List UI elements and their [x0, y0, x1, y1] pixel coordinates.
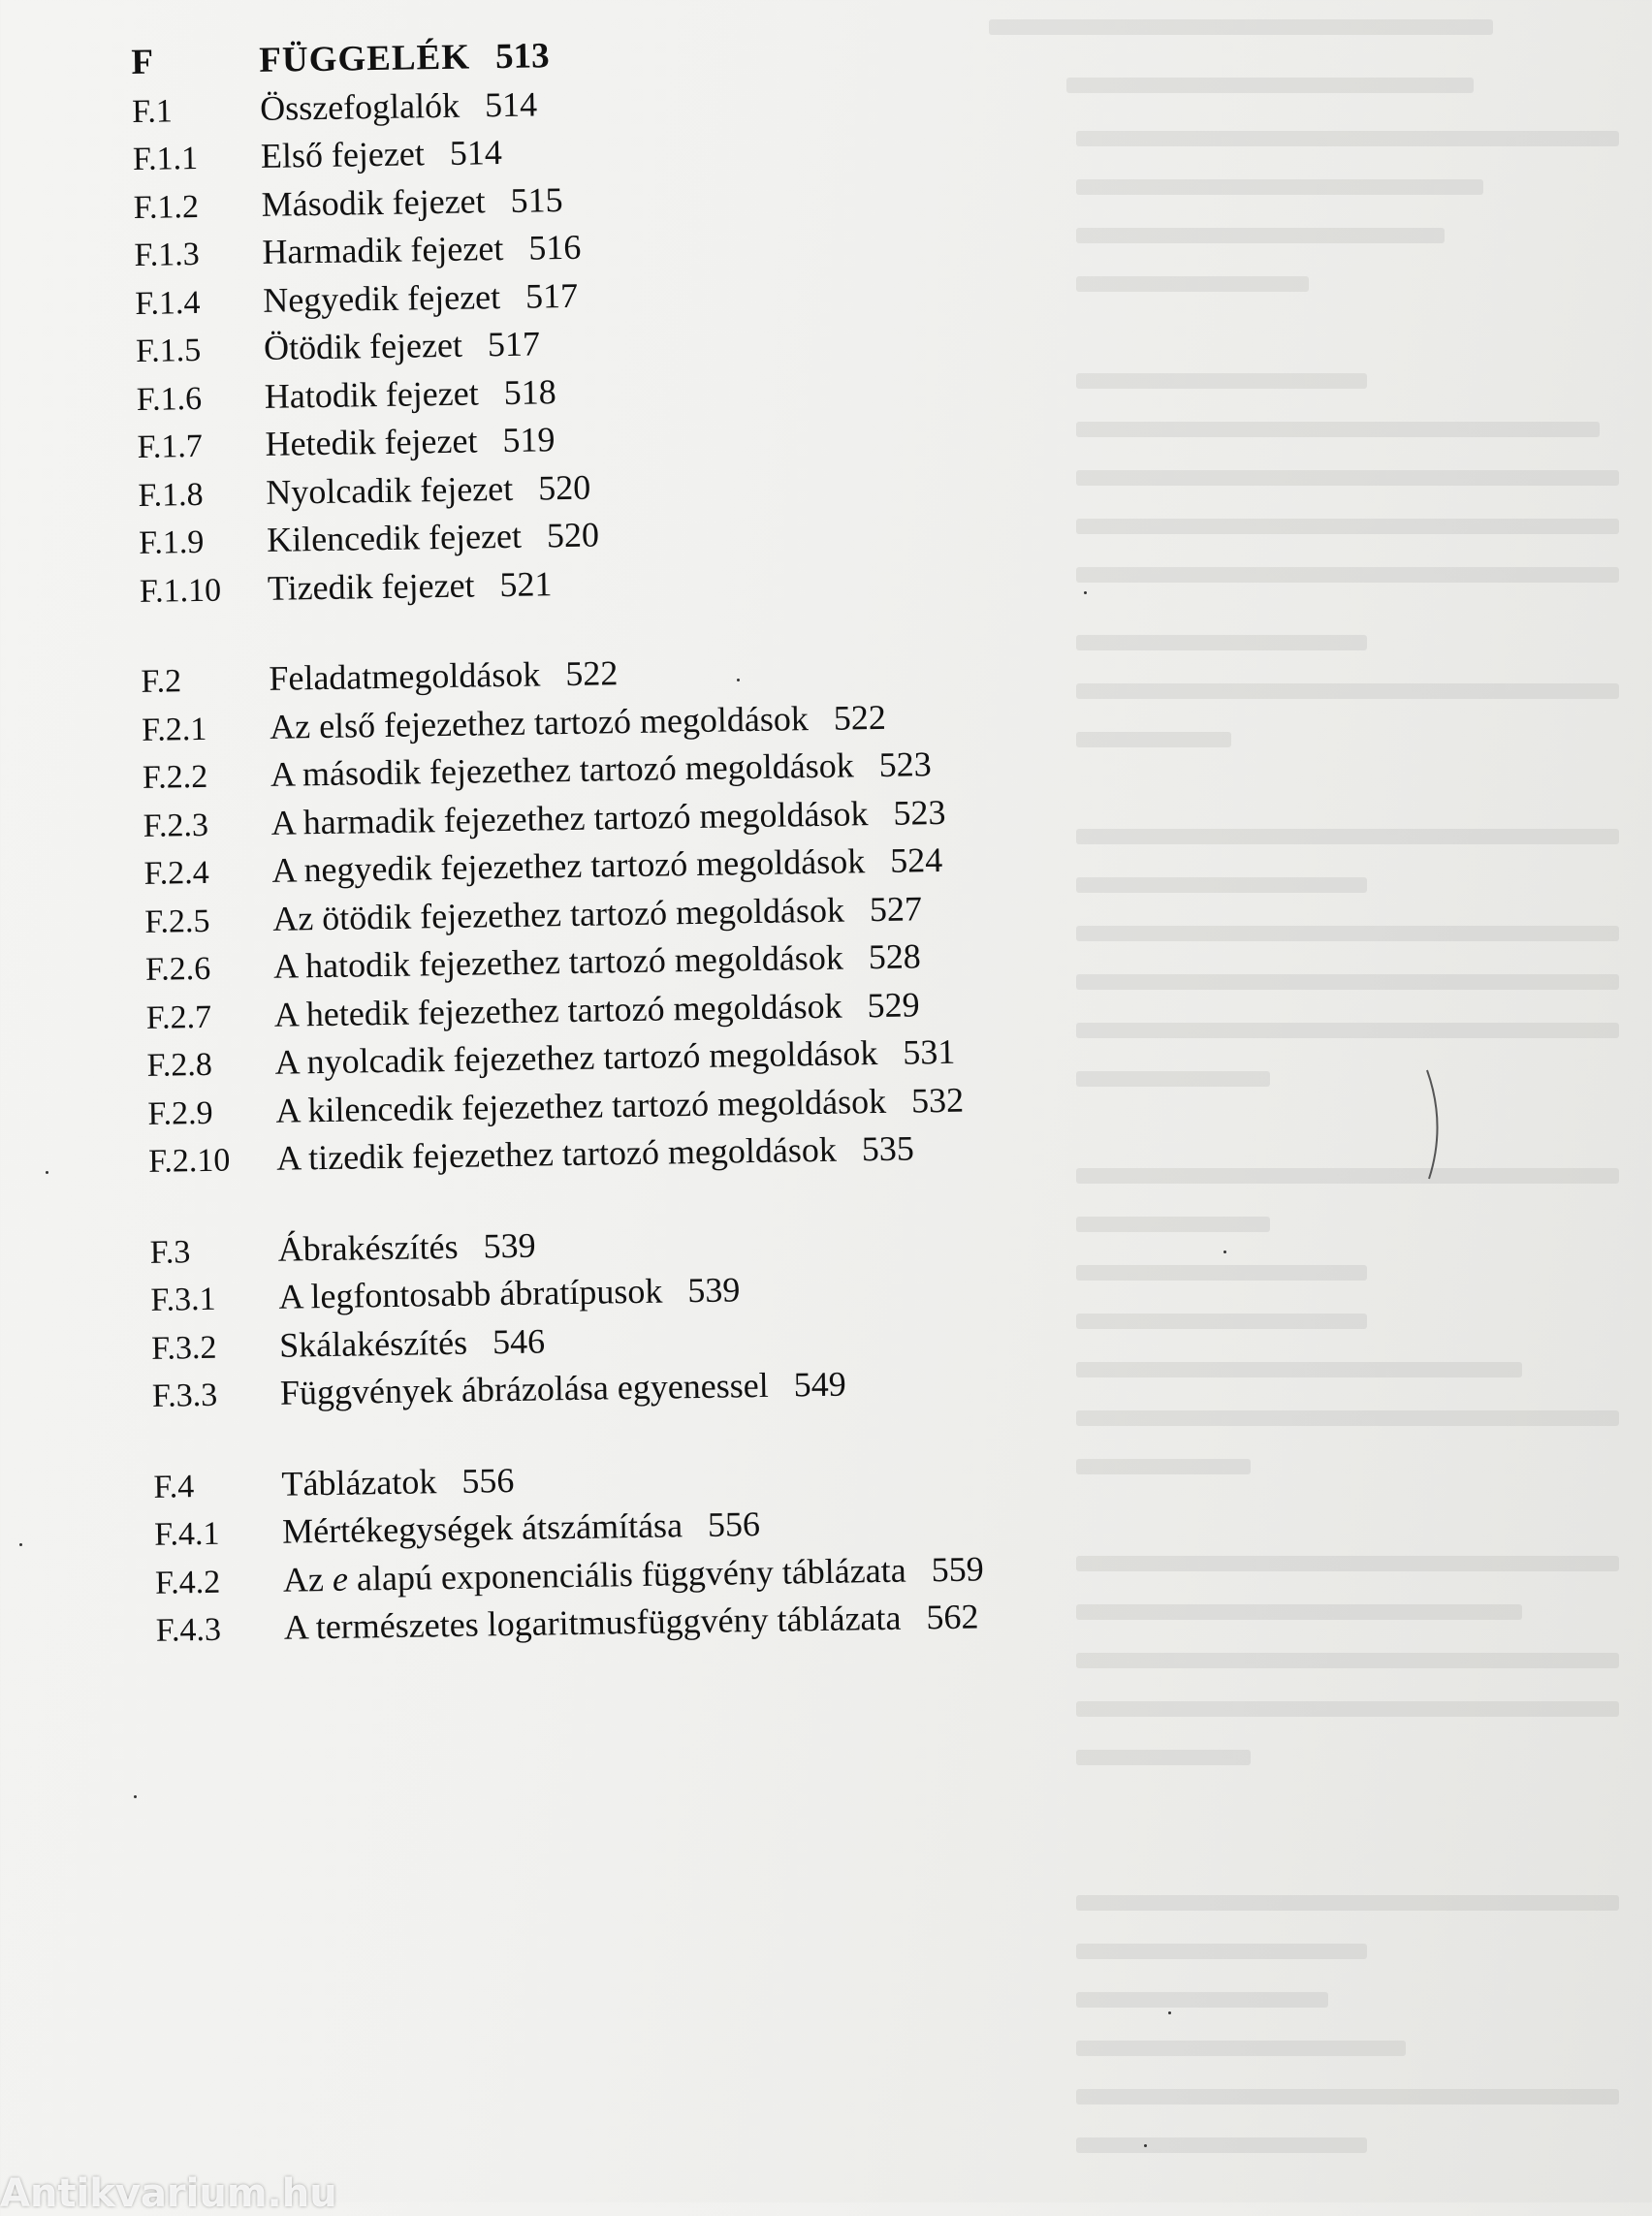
entry-number: F.1.9	[138, 523, 205, 561]
pencil-mark	[1423, 1066, 1452, 1183]
entry-number: F.2.2	[142, 758, 208, 796]
entry-page: 528	[868, 936, 922, 977]
entry-title: A negyedik fejezethez tartozó megoldások	[271, 841, 866, 890]
entry-page: 516	[527, 227, 582, 268]
entry-page: 523	[878, 744, 932, 784]
entry-title: A második fejezethez tartozó megoldások	[270, 745, 854, 794]
entry-number: F.2.5	[144, 902, 210, 940]
entry-number: F.4.3	[155, 1611, 222, 1649]
entry-page: 520	[546, 515, 600, 555]
entry-number: F	[131, 42, 154, 82]
entry-number: F.1.5	[135, 332, 202, 369]
toc-section-summaries	[131, 23, 1109, 615]
entry-number: F.4.2	[154, 1564, 221, 1601]
entry-title: A hatodik fejezethez tartozó megoldások	[272, 937, 844, 986]
entry-title: A legfontosabb ábratípusok	[278, 1271, 663, 1316]
entry-number: F.1.2	[133, 188, 200, 226]
paper-speck	[737, 679, 740, 681]
entry-title: Második fejezet	[261, 180, 486, 224]
entry-page: 559	[931, 1548, 984, 1589]
entry-number: F.1	[131, 92, 174, 130]
entry-number: F.2.7	[145, 998, 212, 1036]
entry-title: Első fejezet	[260, 134, 426, 175]
entry-page: 556	[461, 1460, 515, 1501]
entry-number: F.1.8	[138, 476, 204, 514]
entry-number: F.1.7	[137, 427, 204, 465]
entry-page: 549	[793, 1364, 847, 1405]
entry-number: F.1.4	[134, 284, 201, 322]
entry-number: F.3.1	[150, 1281, 216, 1318]
entry-title: A harmadik fejezethez tartozó megoldások	[270, 793, 869, 842]
entry-page: 532	[910, 1080, 965, 1120]
paper-speck	[134, 1795, 137, 1798]
entry-number: F.3.3	[151, 1377, 218, 1414]
entry-number: F.1.1	[132, 140, 199, 177]
entry-page: 524	[889, 839, 943, 880]
entry-page: 514	[484, 83, 538, 124]
entry-number: F.2.6	[144, 950, 211, 988]
entry-number: F.4	[153, 1468, 195, 1505]
paper-speck	[1168, 2011, 1171, 2014]
entry-title: Feladatmegoldások	[269, 654, 541, 698]
entry-title: Az első fejezethez tartozó megoldások	[269, 698, 810, 746]
entry-page: 521	[499, 563, 553, 604]
entry-page: 517	[487, 324, 541, 364]
entry-number: F.1.3	[134, 236, 200, 273]
entry-title: Negyedik fejezet	[262, 276, 501, 320]
entry-page: 562	[926, 1597, 979, 1637]
entry-page: 546	[492, 1320, 546, 1361]
entry-title: Harmadik fejezet	[262, 228, 504, 271]
paper-speck	[1144, 2144, 1147, 2147]
toc-section-figures	[149, 1213, 1122, 1420]
entry-page: 517	[524, 275, 579, 316]
entry-page: 513	[494, 36, 550, 78]
entry-number: F.2.8	[146, 1046, 213, 1084]
entry-title: A tizedik fejezethez tartozó megoldások	[275, 1129, 838, 1178]
entry-title: Skálakészítés	[278, 1322, 468, 1365]
entry-page: 527	[869, 888, 923, 929]
entry-title: Táblázatok	[281, 1461, 437, 1504]
entry-title: FÜGGELÉK	[259, 37, 471, 80]
entry-title: A hetedik fejezethez tartozó megoldások	[273, 986, 842, 1034]
entry-page: 539	[483, 1225, 536, 1265]
entry-number: F.3.2	[150, 1329, 217, 1367]
entry-number: F.2	[141, 663, 182, 700]
entry-title: Kilencedik fejezet	[266, 516, 523, 559]
entry-number: F.2.9	[147, 1094, 213, 1132]
entry-title: Függvények ábrázolása egyenessel	[279, 1365, 770, 1412]
toc-section-tables	[153, 1447, 1126, 1655]
entry-number: F.2.3	[143, 807, 209, 844]
entry-title: Ábrakészítés	[277, 1226, 459, 1269]
entry-page: 531	[902, 1031, 956, 1072]
entry-title: Ötödik fejezet	[263, 325, 463, 367]
entry-number: F.1.6	[136, 380, 203, 418]
entry-title: Hatodik fejezet	[264, 372, 479, 416]
entry-number: F.1.10	[139, 572, 222, 610]
watermark-text: Antikvarium.hu	[0, 2171, 337, 2216]
entry-page: 529	[867, 984, 920, 1025]
paper-speck	[1223, 1250, 1226, 1253]
entry-number: F.4.1	[153, 1515, 220, 1553]
table-of-contents	[131, 23, 1127, 1696]
entry-number: F.2.1	[141, 711, 207, 748]
entry-page: 522	[833, 697, 887, 738]
entry-page: 515	[510, 179, 563, 220]
entry-number: F.2.10	[147, 1142, 231, 1180]
entry-page: 519	[502, 420, 556, 460]
entry-page: 535	[861, 1128, 915, 1169]
paper-speck	[46, 1171, 48, 1174]
paper-speck	[19, 1543, 22, 1546]
paper-speck	[1084, 591, 1087, 594]
entry-page: 523	[893, 792, 946, 833]
entry-title: Tizedik fejezet	[267, 565, 475, 608]
entry-page: 522	[564, 653, 619, 694]
entry-title: Hetedik fejezet	[265, 421, 478, 463]
entry-title: Nyolcadik fejezet	[266, 468, 514, 512]
entry-title: Az ötödik fejezethez tartozó megoldások	[271, 890, 845, 938]
entry-page: 520	[537, 467, 591, 507]
entry-page: 518	[503, 371, 556, 412]
entry-title: Mértékegységek átszámítása	[281, 1505, 683, 1551]
toc-section-solutions	[141, 642, 1118, 1185]
entry-number: F.2.4	[143, 854, 210, 892]
entry-page: 514	[449, 133, 503, 173]
entry-page: 539	[686, 1270, 741, 1311]
entry-title: A nyolcadik fejezethez tartozó megoldások	[274, 1033, 878, 1082]
entry-title: Az e alapú exponenciális függvény táblázata	[282, 1550, 906, 1599]
entry-page: 556	[707, 1504, 761, 1544]
entry-title: Összefoglalók	[259, 85, 461, 128]
entry-title: A természetes logaritmusfüggvény táblázata	[283, 1598, 902, 1647]
entry-title: A kilencedik fejezethez tartozó megoldások	[275, 1081, 887, 1130]
entry-number: F.3	[149, 1233, 191, 1271]
